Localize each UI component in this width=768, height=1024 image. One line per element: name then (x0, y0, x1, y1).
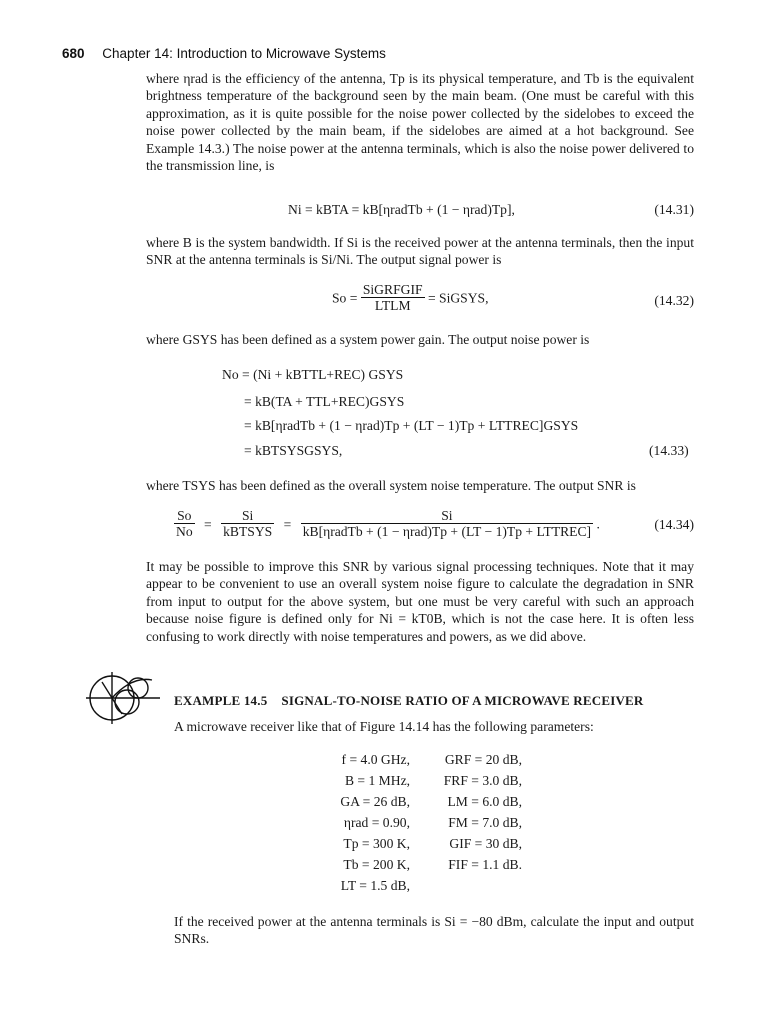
equation-14-34-fraction-2-denominator: kBTSYS (223, 524, 273, 539)
equation-14-31-number: (14.31) (654, 202, 694, 217)
equation-14-32-denominator: LTLM (374, 298, 411, 313)
equation-14-34-fraction-3-numerator: Si (301, 508, 593, 524)
equation-14-34-fraction-1-numerator: So (174, 508, 195, 524)
paragraph-5-text: It may be possible to improve this SNR by various signal processing techniques. Note that it may appear to be convenient to use an overall system noise figure to calculate the degradation in SNR from input to output for the above system, but one must be very careful with such an approach because noise figure is defined only for Ni = kT0B, which is not the case here. It is often less confusing to work directly with noise temperatures and powers, as we did above. (146, 559, 694, 644)
paragraph-2 (146, 234, 694, 269)
example-number: EXAMPLE 14.5 (174, 693, 268, 708)
paragraph-5 (146, 558, 694, 645)
param-right: FRF = 3.0 dB, (443, 773, 522, 788)
equation-14-32 (146, 282, 694, 322)
param-row (174, 773, 694, 794)
example-intro: A microwave receiver like that of Figure 14.14 has the following parameters: (174, 719, 594, 734)
param-right: FM = 7.0 dB, (448, 815, 522, 830)
example-question: If the received power at the antenna terminals is Si = −80 dBm, calculate the input and output SNRs. (174, 914, 694, 947)
equation-14-33-line-1: No = (Ni + kBTTL+REC) GSYS (222, 367, 404, 382)
param-left: GA = 26 dB, (340, 794, 410, 809)
param-row (174, 815, 694, 836)
param-left: Tb = 200 K, (343, 857, 410, 872)
equation-14-34-fraction-2 (221, 508, 274, 540)
param-right: GRF = 20 dB, (444, 752, 522, 767)
param-left: Tp = 300 K, (343, 836, 410, 851)
smith-chart-icon (82, 668, 162, 724)
page-number: 680 (62, 46, 85, 61)
equation-14-34-fraction-3-denominator: kB[ηradTb + (1 − ηrad)Tp + (LT − 1)Tp + LTTREC] (302, 524, 592, 539)
equation-14-32-rhs: = SiGSYS, (427, 290, 489, 306)
example-heading (174, 693, 644, 709)
equation-14-32-fraction (361, 282, 425, 314)
equation-14-34-fraction-1 (174, 508, 195, 540)
paragraph-4-text: where TSYS has been defined as the overall system noise temperature. The output SNR is (146, 478, 636, 493)
equation-14-34-number: (14.34) (654, 517, 694, 532)
equation-14-33-line-2: = kB(TA + TTL+REC)GSYS (244, 394, 405, 409)
example-title: SIGNAL-TO-NOISE RATIO OF A MICROWAVE RECEIVER (281, 693, 644, 708)
param-row (174, 878, 694, 899)
equation-14-34-fraction-1-denominator: No (176, 524, 193, 539)
paragraph-2-text: where B is the system bandwidth. If Si is the received power at the antenna terminals, then the input SNR at the antenna terminals is Si/Ni. The output signal power is (146, 235, 694, 268)
equation-14-33-number: (14.33) (649, 443, 689, 458)
equation-14-33-line-3: = kB[ηradTb + (1 − ηrad)Tp + (LT − 1)Tp + LTTREC]GSYS (244, 418, 579, 433)
paragraph-4 (146, 477, 694, 494)
equation-14-33-line-4: = kBTSYSGSYS, (244, 443, 343, 458)
equation-14-32-numerator: SiGRFGIF (362, 282, 423, 297)
equation-14-34-fraction-2-numerator: Si (221, 508, 274, 524)
param-row (174, 794, 694, 815)
param-left: B = 1 MHz, (344, 773, 410, 788)
equation-14-31 (146, 201, 694, 219)
chapter-title: Chapter 14: Introduction to Microwave Systems (102, 46, 386, 61)
paragraph-3-text: where GSYS has been defined as a system power gain. The output noise power is (146, 332, 590, 347)
param-row (174, 836, 694, 857)
period: . (596, 516, 600, 532)
equation-14-34-fraction-3 (301, 508, 593, 540)
equation-14-34-body (174, 508, 600, 540)
param-left: ηrad = 0.90, (343, 815, 410, 830)
param-right: LM = 6.0 dB, (447, 794, 522, 809)
paragraph-1 (146, 70, 694, 174)
equation-14-32-number: (14.32) (654, 293, 694, 308)
equation-14-34 (146, 508, 694, 548)
page-header (62, 46, 702, 61)
param-right: FIF = 1.1 dB. (448, 857, 522, 872)
param-row (174, 857, 694, 878)
param-row (174, 752, 694, 773)
equation-14-32-lhs: So = (332, 290, 358, 306)
equation-14-32-body (332, 282, 489, 314)
param-right: GIF = 30 dB, (449, 836, 522, 851)
paragraph-3 (146, 331, 694, 348)
paragraph-1-text: where ηrad is the efficiency of the antenna, Tp is its physical temperature, and Tb is the equivalent brightness temperature of the background seen by the main beam. (One must be careful with this approximation, as it is quite possible for the noise power collected by the sidelobes to exceed the noise power collected by the main beam, if the sidelobes are aimed at a hot background. See Example 14.3.) The noise power at the antenna terminals, which is also the noise power delivered to the transmission line, is (146, 71, 694, 174)
equals-sign-2: = (283, 516, 292, 532)
param-left: f = 4.0 GHz, (341, 752, 410, 767)
equals-sign-1: = (204, 516, 212, 532)
param-left: LT = 1.5 dB, (340, 878, 410, 893)
equation-14-31-body: Ni = kBTA = kB[ηradTb + (1 − ηrad)Tp], (288, 202, 515, 217)
